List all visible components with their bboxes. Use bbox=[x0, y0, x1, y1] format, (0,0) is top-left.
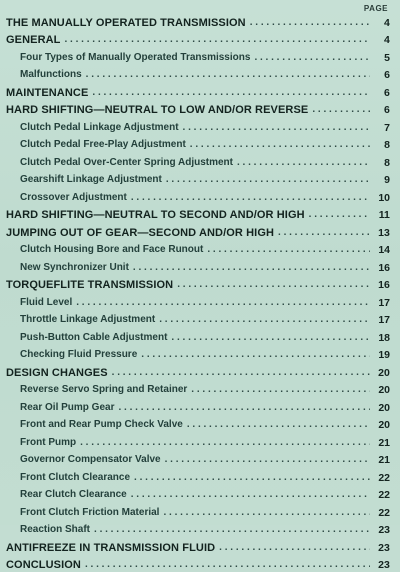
toc-entry-title: Front Pump bbox=[20, 436, 76, 450]
toc-entry-title: Throttle Linkage Adjustment bbox=[20, 313, 155, 327]
toc-entry-page-number: 23 bbox=[374, 523, 390, 537]
toc-entry-page-number: 5 bbox=[374, 51, 390, 65]
toc-entry-title: Four Types of Manually Operated Transmissions bbox=[20, 51, 250, 65]
dot-leader bbox=[237, 156, 370, 170]
toc-section-entry bbox=[6, 555, 390, 572]
toc-entry-page-number: 21 bbox=[374, 436, 390, 450]
toc-entry-title: THE MANUALLY OPERATED TRANSMISSION bbox=[6, 16, 246, 30]
toc-subsection-entry bbox=[6, 292, 390, 310]
dot-leader bbox=[278, 226, 370, 240]
toc-subsection-entry bbox=[6, 415, 390, 433]
toc-entry-page-number: 20 bbox=[374, 401, 390, 415]
toc-entry-page-number: 22 bbox=[374, 471, 390, 485]
toc-entry-page-number: 16 bbox=[374, 278, 390, 292]
toc-entry-title: Front Clutch Clearance bbox=[20, 471, 130, 485]
toc-entry-title: DESIGN CHANGES bbox=[6, 366, 108, 380]
dot-leader bbox=[190, 138, 370, 152]
toc-section-entry bbox=[6, 537, 390, 555]
toc-entry-title: Checking Fluid Pressure bbox=[20, 348, 137, 362]
toc-section-entry bbox=[6, 100, 390, 118]
dot-leader bbox=[134, 471, 370, 485]
page-column-label: PAGE bbox=[364, 4, 388, 13]
toc-entry-title: Governor Compensator Valve bbox=[20, 453, 161, 467]
toc-subsection-entry bbox=[6, 257, 390, 275]
toc-entry-page-number: 20 bbox=[374, 383, 390, 397]
toc-entry-page-number: 13 bbox=[374, 226, 390, 240]
dot-leader bbox=[76, 296, 370, 310]
toc-entry-page-number: 14 bbox=[374, 243, 390, 257]
dot-leader bbox=[250, 16, 370, 30]
dot-leader bbox=[165, 453, 370, 467]
toc-entry-title: GENERAL bbox=[6, 33, 60, 47]
table-of-contents bbox=[6, 12, 390, 572]
dot-leader bbox=[171, 331, 370, 345]
dot-leader bbox=[187, 418, 370, 432]
toc-entry-title: Rear Clutch Clearance bbox=[20, 488, 127, 502]
dot-leader bbox=[64, 33, 370, 47]
dot-leader bbox=[183, 121, 370, 135]
toc-entry-title: New Synchronizer Unit bbox=[20, 261, 129, 275]
dot-leader bbox=[166, 173, 370, 187]
toc-section-entry bbox=[6, 222, 390, 240]
toc-entry-title: Front Clutch Friction Material bbox=[20, 506, 159, 520]
toc-entry-title: Clutch Pedal Linkage Adjustment bbox=[20, 121, 179, 135]
toc-entry-title: ANTIFREEZE IN TRANSMISSION FLUID bbox=[6, 541, 215, 555]
dot-leader bbox=[131, 488, 370, 502]
dot-leader bbox=[133, 261, 370, 275]
toc-entry-title: JUMPING OUT OF GEAR—SECOND AND/OR HIGH bbox=[6, 226, 274, 240]
toc-entry-title: Push-Button Cable Adjustment bbox=[20, 331, 167, 345]
toc-entry-title: Malfunctions bbox=[20, 68, 82, 82]
toc-entry-title: Fluid Level bbox=[20, 296, 72, 310]
dot-leader bbox=[254, 51, 370, 65]
dot-leader bbox=[309, 208, 370, 222]
toc-subsection-entry bbox=[6, 345, 390, 363]
dot-leader bbox=[118, 401, 370, 415]
toc-entry-title: Front and Rear Pump Check Valve bbox=[20, 418, 183, 432]
toc-subsection-entry bbox=[6, 170, 390, 188]
dot-leader bbox=[207, 243, 370, 257]
toc-section-entry bbox=[6, 30, 390, 48]
dot-leader bbox=[86, 68, 370, 82]
dot-leader bbox=[131, 191, 370, 205]
toc-subsection-entry bbox=[6, 117, 390, 135]
toc-entry-page-number: 23 bbox=[374, 541, 390, 555]
toc-entry-title: Gearshift Linkage Adjustment bbox=[20, 173, 162, 187]
toc-section-entry bbox=[6, 205, 390, 223]
toc-subsection-entry bbox=[6, 380, 390, 398]
dot-leader bbox=[191, 383, 370, 397]
dot-leader bbox=[85, 558, 370, 572]
toc-subsection-entry bbox=[6, 187, 390, 205]
toc-subsection-entry bbox=[6, 485, 390, 503]
toc-entry-page-number: 19 bbox=[374, 348, 390, 362]
toc-subsection-entry bbox=[6, 520, 390, 538]
toc-entry-title: HARD SHIFTING—NEUTRAL TO LOW AND/OR REVERSE bbox=[6, 103, 308, 117]
toc-entry-page-number: 17 bbox=[374, 296, 390, 310]
toc-entry-page-number: 8 bbox=[374, 138, 390, 152]
toc-entry-page-number: 6 bbox=[374, 68, 390, 82]
dot-leader bbox=[92, 86, 370, 100]
toc-entry-page-number: 10 bbox=[374, 191, 390, 205]
toc-entry-page-number: 20 bbox=[374, 366, 390, 380]
toc-entry-title: TORQUEFLITE TRANSMISSION bbox=[6, 278, 173, 292]
toc-subsection-entry bbox=[6, 152, 390, 170]
toc-subsection-entry bbox=[6, 397, 390, 415]
toc-subsection-entry bbox=[6, 65, 390, 83]
toc-entry-page-number: 17 bbox=[374, 313, 390, 327]
toc-subsection-entry bbox=[6, 450, 390, 468]
toc-entry-title: HARD SHIFTING—NEUTRAL TO SECOND AND/OR HIGH bbox=[6, 208, 305, 222]
dot-leader bbox=[177, 278, 370, 292]
toc-subsection-entry bbox=[6, 467, 390, 485]
toc-section-entry bbox=[6, 362, 390, 380]
toc-entry-page-number: 20 bbox=[374, 418, 390, 432]
toc-subsection-entry bbox=[6, 502, 390, 520]
toc-entry-page-number: 21 bbox=[374, 453, 390, 467]
dot-leader bbox=[219, 541, 370, 555]
toc-entry-title: Crossover Adjustment bbox=[20, 191, 127, 205]
toc-entry-title: Clutch Pedal Free-Play Adjustment bbox=[20, 138, 186, 152]
toc-entry-page-number: 7 bbox=[374, 121, 390, 135]
dot-leader bbox=[163, 506, 370, 520]
toc-section-entry bbox=[6, 12, 390, 30]
toc-entry-page-number: 18 bbox=[374, 331, 390, 345]
toc-entry-title: Rear Oil Pump Gear bbox=[20, 401, 114, 415]
toc-section-entry bbox=[6, 275, 390, 293]
dot-leader bbox=[80, 436, 370, 450]
toc-entry-title: Reaction Shaft bbox=[20, 523, 90, 537]
dot-leader bbox=[141, 348, 370, 362]
toc-subsection-entry bbox=[6, 240, 390, 258]
toc-subsection-entry bbox=[6, 135, 390, 153]
dot-leader bbox=[112, 366, 370, 380]
toc-entry-page-number: 6 bbox=[374, 86, 390, 100]
toc-entry-page-number: 9 bbox=[374, 173, 390, 187]
toc-entry-page-number: 23 bbox=[374, 558, 390, 572]
toc-entry-page-number: 11 bbox=[374, 208, 390, 222]
toc-entry-title: MAINTENANCE bbox=[6, 86, 88, 100]
toc-entry-page-number: 22 bbox=[374, 488, 390, 502]
dot-leader bbox=[94, 523, 370, 537]
toc-subsection-entry bbox=[6, 327, 390, 345]
dot-leader bbox=[312, 103, 370, 117]
toc-entry-page-number: 4 bbox=[374, 16, 390, 30]
dot-leader bbox=[159, 313, 370, 327]
toc-section-entry bbox=[6, 82, 390, 100]
toc-subsection-entry bbox=[6, 432, 390, 450]
toc-entry-page-number: 22 bbox=[374, 506, 390, 520]
toc-entry-page-number: 8 bbox=[374, 156, 390, 170]
toc-entry-page-number: 6 bbox=[374, 103, 390, 117]
toc-entry-title: Clutch Housing Bore and Face Runout bbox=[20, 243, 203, 257]
toc-entry-title: CONCLUSION bbox=[6, 558, 81, 572]
toc-subsection-entry bbox=[6, 310, 390, 328]
toc-subsection-entry bbox=[6, 47, 390, 65]
toc-entry-title: Clutch Pedal Over-Center Spring Adjustment bbox=[20, 156, 233, 170]
toc-entry-page-number: 4 bbox=[374, 33, 390, 47]
toc-entry-title: Reverse Servo Spring and Retainer bbox=[20, 383, 187, 397]
toc-entry-page-number: 16 bbox=[374, 261, 390, 275]
